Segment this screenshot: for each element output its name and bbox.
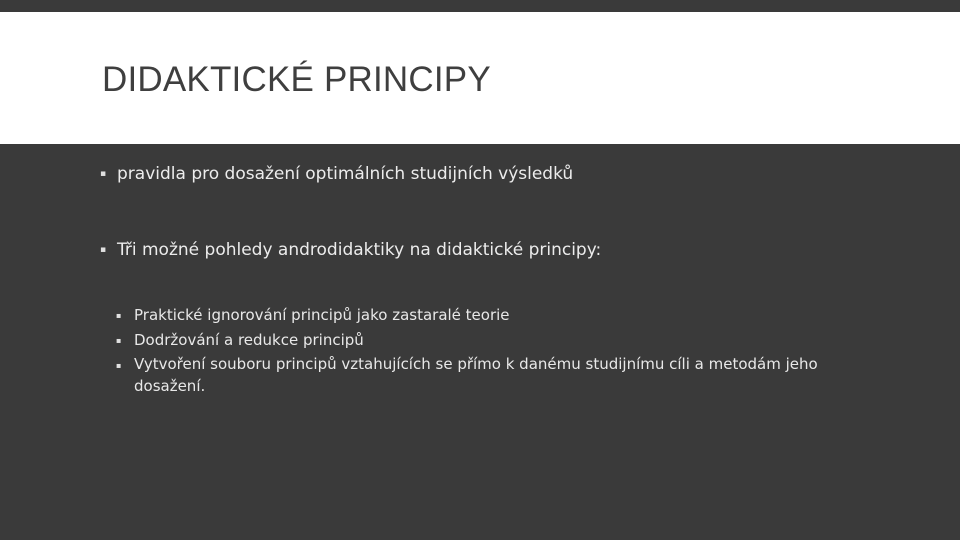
slide-title: DIDAKTICKÉ PRINCIPY (102, 60, 491, 99)
top-strip (0, 0, 960, 12)
bullet-marker-icon: ▪ (116, 361, 122, 370)
bullet-marker-icon: ▪ (116, 311, 122, 320)
bullet-marker-icon: ▪ (116, 336, 122, 345)
bullet-marker-icon: ▪ (100, 169, 107, 179)
slide-content (100, 144, 900, 540)
title-band (0, 12, 960, 144)
bullet-item (100, 239, 880, 261)
bullet-marker-icon: ▪ (100, 245, 107, 255)
sub-bullet-item (116, 353, 876, 397)
sub-bullet-item (116, 328, 876, 353)
sub-bullet-text: Praktické ignorování principů jako zastaralé teorie (134, 306, 510, 324)
sub-bullet-item (116, 303, 876, 328)
bullet-text: Tři možné pohledy androdidaktiky na didaktické principy: (117, 240, 602, 260)
sub-bullet-text: Dodržování a redukce principů (134, 331, 364, 349)
bullet-text: pravidla pro dosažení optimálních studijních výsledků (117, 164, 574, 184)
bullet-item (100, 163, 880, 185)
sub-bullet-text: Vytvoření souboru principů vztahujících se přímo k danému studijnímu cíli a metodám jeho dosažení. (134, 355, 818, 395)
sub-bullet-list (116, 303, 876, 397)
